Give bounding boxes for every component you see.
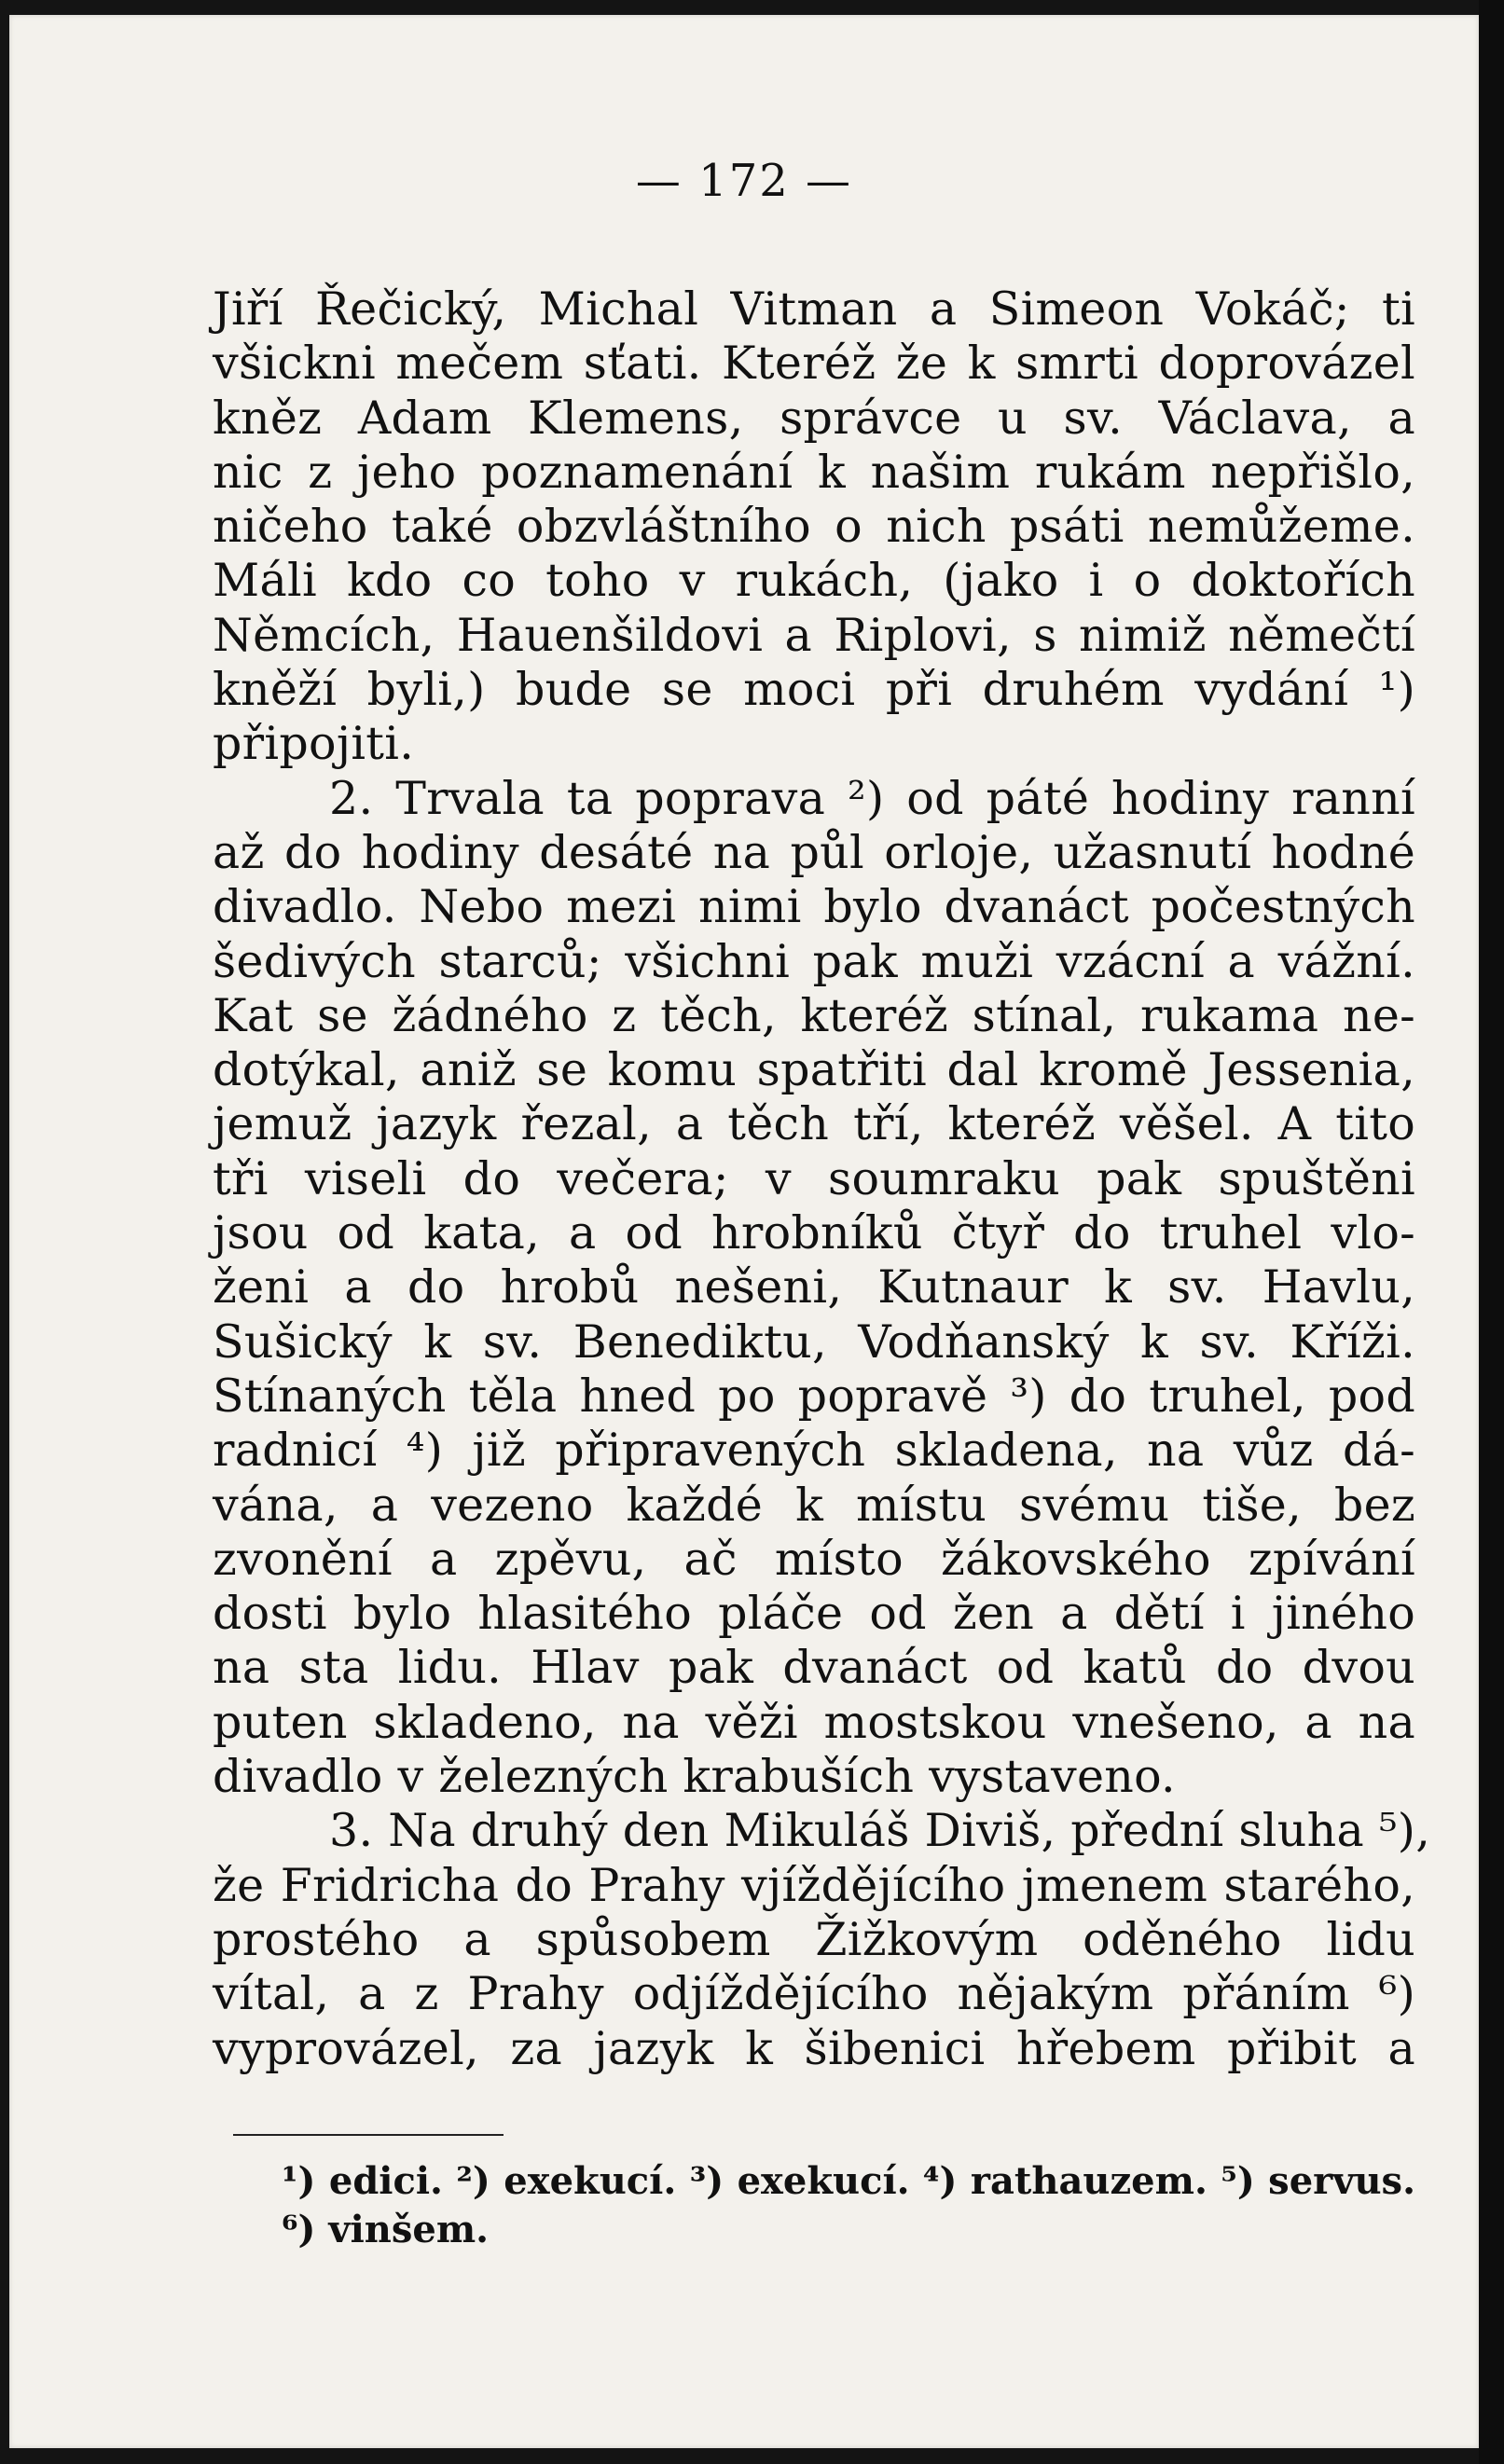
footnote-line: ¹) edici. ²) exekucí. ³) exekucí. ⁴) rathauzem. ⁵) servus. [282, 2159, 1415, 2203]
footnote-line: ⁶) vinšem. [282, 2208, 490, 2251]
text-line: nic z jeho poznamenání k našim rukám nepřišlo, [213, 445, 1415, 499]
text-line: Němcích, Hauenšildovi a Riplovi, s nimiž němečtí [213, 608, 1415, 662]
text-line: ženi a do hrobů nešeni, Kutnaur k sv. Havlu, [213, 1260, 1415, 1315]
text-line: dosti bylo hlasitého pláče od žen a dětí i jiného [213, 1587, 1415, 1641]
text-line: divadlo v železných krabuších vystaveno. [213, 1750, 1176, 1804]
text-line: vítal, a z Prahy odjíždějícího nějakým přáním ⁶) [213, 1967, 1415, 2021]
text-line: šedivých starců; všichni pak muži vzácní a vážní. [213, 934, 1415, 988]
body-text [213, 282, 1431, 2076]
footnote-separator [233, 2134, 504, 2136]
text-line: prostého a spůsobem Žižkovým oděného lidu [213, 1912, 1415, 1966]
text-line: až do hodiny desáté na půl orloje, užasnutí hodné [213, 825, 1415, 879]
text-line: kněží byli,) bude se moci při druhém vydání ¹) [213, 663, 1415, 717]
text-line: Sušický k sv. Benediktu, Vodňanský k sv. Kříži. [213, 1315, 1415, 1369]
text-line: divadlo. Nebo mezi nimi bylo dvanáct počestných [213, 880, 1415, 934]
footnotes [213, 2157, 1415, 2254]
text-line: Máli kdo co toho v rukách, (jako i o doktořích [213, 554, 1415, 608]
text-line: vána, a vezeno každé k místu svému tiše, bez [213, 1478, 1415, 1532]
book-page [9, 15, 1479, 2448]
text-line: dotýkal, aniž se komu spatřiti dal kromě Jessenia, [213, 1043, 1415, 1097]
text-line: připojiti. [213, 717, 415, 771]
text-line: 2. Trvala ta poprava ²) od páté hodiny ranní [329, 771, 1415, 825]
text-line: Jiří Řečický, Michal Vitman a Simeon Vokáč; ti [213, 282, 1415, 336]
text-line: puten skladeno, na věži mostskou vnešeno, a na [213, 1695, 1415, 1749]
text-line: 3. Na druhý den Mikuláš Diviš, přední sluha ⁵), [329, 1804, 1431, 1858]
text-line: tři viseli do večera; v soumraku pak spuštěni [213, 1151, 1415, 1205]
text-line: zvonění a zpěvu, ač místo žákovského zpívání [213, 1532, 1415, 1586]
text-line: že Fridricha do Prahy vjíždějícího jmenem starého, [213, 1858, 1415, 1912]
text-line: vyprovázel, za jazyk k šibenici hřebem přibit a [213, 2021, 1415, 2075]
text-line: jemuž jazyk řezal, a těch tří, kteréž věšel. A tito [213, 1097, 1415, 1151]
text-line: kněz Adam Klemens, správce u sv. Václava, a [213, 391, 1415, 445]
text-line: radnicí ⁴) již připravených skladena, na vůz dá- [213, 1424, 1415, 1478]
text-line: všickni mečem sťati. Kteréž že k smrti doprovázel [213, 337, 1415, 391]
text-line: Stínaných těla hned po popravě ³) do truhel, pod [213, 1369, 1415, 1423]
text-line: Kat se žádného z těch, kteréž stínal, rukama ne- [213, 988, 1415, 1042]
scan-edge [1479, 0, 1504, 2464]
page-number: — 172 — [635, 155, 853, 207]
text-line: ničeho také obzvláštního o nich psáti nemůžeme. [213, 500, 1415, 554]
text-line: na sta lidu. Hlav pak dvanáct od katů do dvou [213, 1641, 1415, 1695]
text-line: jsou od kata, a od hrobníků čtyř do truhel vlo- [213, 1206, 1415, 1260]
